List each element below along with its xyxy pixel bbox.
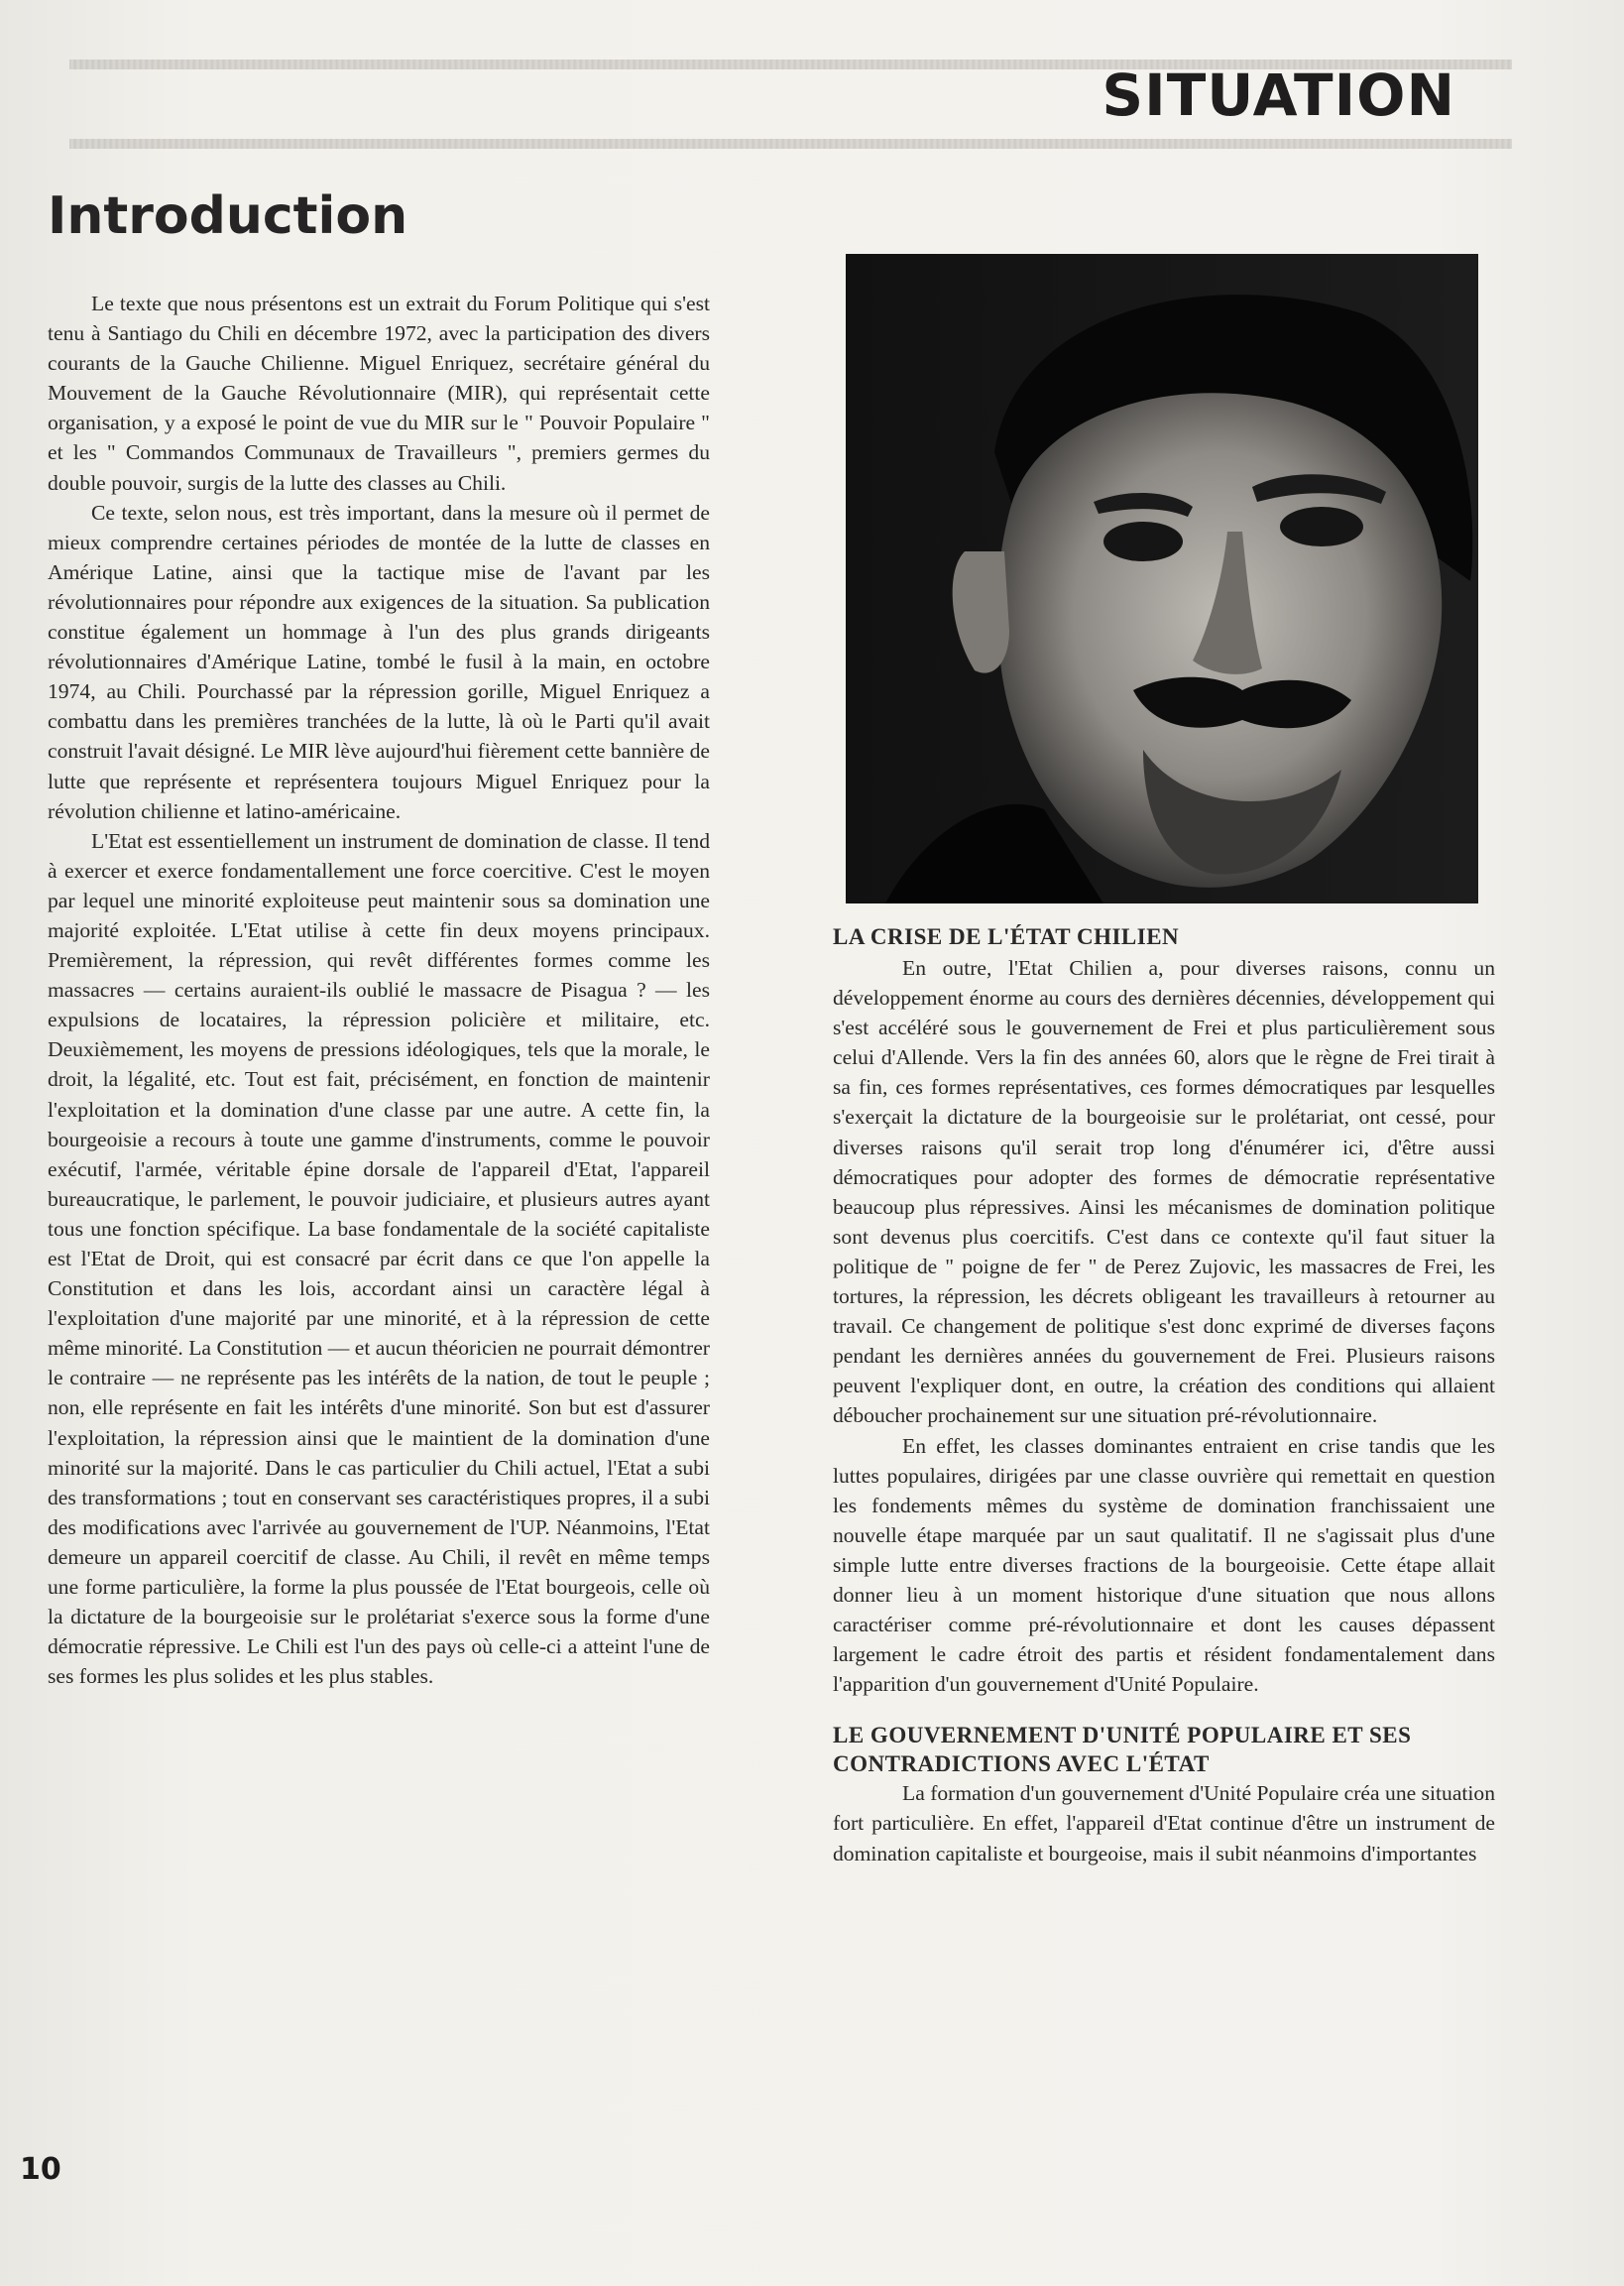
right-column [833,922,1495,1868]
gouvernement-paragraph: La formation d'un gouvernement d'Unité Populaire créa une situation fort particulière. En effet, l'appareil d'Etat continue d'être un instrument de domination capitaliste et bourgeoise, mais il subit néanmoins d'importantes [833,1781,1495,1865]
intro-paragraph: Le texte que nous présentons est un extrait du Forum Politique qui s'est tenu à Santiago du Chili en décembre 1972, avec la participation des divers courants de la Gauche Chilienne. Miguel Enriquez, secrétaire général du Mouvement de la Gauche Révolutionnaire (MIR), qui représentait cette organisation, y a exposé le point de vue du MIR sur le " Pouvoir Populaire " et les " Commandos Communaux de Travailleurs ", premiers germes du double pouvoir, surgis de la lutte des classes au Chili. [48,292,710,495]
portrait-photo [846,254,1478,903]
section-title: SITUATION [1102,61,1455,129]
intro-paragraph: Ce texte, selon nous, est très important, dans la mesure où il permet de mieux comprendre certaines périodes de montée de la lutte de classes en Amérique Latine, ainsi que la tactique mise de l'avant par les révolutionnaires pour répondre aux exigences de la situation. Sa publication constitue également un hommage à l'un des plus grands dirigeants révolutionnaires d'Amérique Latine, tombé le fusil à la main, en octobre 1974, au Chili. Pourchassé par la répression gorille, Miguel Enriquez a combattu dans les premières tranchées de la lutte, là où le Parti qu'il avait construit l'avait désigné. Le MIR lève aujourd'hui fièrement cette bannière de lutte que représente et représentera toujours Miguel Enriquez pour la révolution chilienne et latino-américaine. [48,500,710,823]
subheading-crise: LA CRISE DE L'ÉTAT CHILIEN [833,924,1180,949]
subheading-gouvernement: LE GOUVERNEMENT D'UNITÉ POPULAIRE ET SES CONTRADICTIONS AVEC L'ÉTAT [833,1723,1412,1777]
left-column [48,289,710,1691]
header-rule-bottom [69,139,1512,149]
portrait-illustration [846,254,1478,903]
crise-paragraph: En effet, les classes dominantes entraient en crise tandis que les luttes populaires, dirigées par une classe ouvrière qui remettait en question les fondements mêmes du système de domination franchissaient une nouvelle étape marquée par un saut qualitatif. Il ne s'agissait plus d'une simple lutte entre diverses fractions de la bourgeoisie. Cette étape allait donner lieu à un moment historique d'une situation que nous allons caractériser comme pré-révolutionnaire et dont les causes dépassent largement le cadre étroit des partis et résident fondamentalement dans l'apparition d'un gouvernement d'Unité Populaire. [833,1433,1495,1697]
article-heading: Introduction [48,186,408,246]
page-number: 10 [20,2152,61,2187]
crise-paragraph: En outre, l'Etat Chilien a, pour diverses raisons, connu un développement énorme au cours des dernières décennies, développement qui s'est accéléré sous le gouvernement de Frei et plus particulièrement sous celui d'Allende. Vers la fin des années 60, alors que le règne de Frei tirait à sa fin, ces formes représentatives, ces formes démocratiques par lesquelles s'exerçait la dictature de la bourgeoisie sur le prolétariat, ont cessé, pour diverses raisons qu'il serait trop long d'énumérer ici, d'être aussi démocratiques pour adopter des formes de démocratie représentative beaucoup plus répressives. Ainsi les mécanismes de domination politique sont devenus plus coercitifs. C'est dans ce contexte qu'il faut situer la politique de " poigne de fer " de Perez Zujovic, les massacres de Frei, les tortures, la répression, les décrets obligeant les travailleurs à retourner au travail. Ce changement de politique s'est donc exprimé de diverses façons pendant les dernières années du gouvernement de Frei. Plusieurs raisons peuvent l'expliquer dont, en outre, la création des conditions qui allaient déboucher prochainement sur une situation pré-révolutionnaire. [833,956,1495,1428]
intro-paragraph: L'Etat est essentiellement un instrument de domination de classe. Il tend à exercer et exerce fondamentallement une force coercitive. C'est le moyen par lequel une minorité exploiteuse peut maintenir sous sa domination une majorité exploitée. L'Etat utilise à cette fin deux moyens principaux. Premièrement, la répression, qui revêt différentes formes comme les massacres — certains auraient-ils oublié le massacre de Pisagua ? — les expulsions de locataires, la répression policière et militaire, etc. Deuxièmement, les moyens de pressions idéologiques, tels que la morale, le droit, la légalité, etc. Tout est fait, précisément, en fonction de maintenir l'exploitation et la domination d'une classe par une autre. A cette fin, la bourgeoisie a recours à toute une gamme d'instruments, comme le pouvoir exécutif, l'armée, véritable épine dorsale de l'appareil d'Etat, l'appareil bureaucratique, le parlement, le pouvoir judiciaire, et plusieurs autres ayant tous une fonction spécifique. La base fondamentale de la société capitaliste est l'Etat de Droit, qui est consacré par écrit dans ce que l'on appelle la Constitution et dans les lois, accordant ainsi un caractère légal à l'exploitation d'une majorité par une minorité, et à la répression de cette même minorité. La Constitution — et aucun théoricien ne pourrait démontrer le contraire — ne représente pas les intérêts de la nation, de tout le peuple ; non, elle représente en fait les intérêts d'une minorité. Son but est d'assurer l'exploitation, la répression ainsi que le maintient de la domination d'une minorité sur la majorité. Dans le cas particulier du Chili actuel, l'Etat a subi des transformations ; tout en conservant ses caractéristiques propres, il a subi des modifications avec l'arrivée au gouvernement de l'UP. Néanmoins, l'Etat demeure un appareil coercitif de classe. Au Chili, il revêt en même temps une forme particulière, la forme la plus poussée de l'Etat bourgeois, celle où la dictature de la bourgeoisie sur le prolétariat s'exerce sous la forme d'une démocratie répressive. Le Chili est l'un des pays où celle-ci a atteint l'une de ses formes les plus solides et les plus stables. [48,828,710,1689]
